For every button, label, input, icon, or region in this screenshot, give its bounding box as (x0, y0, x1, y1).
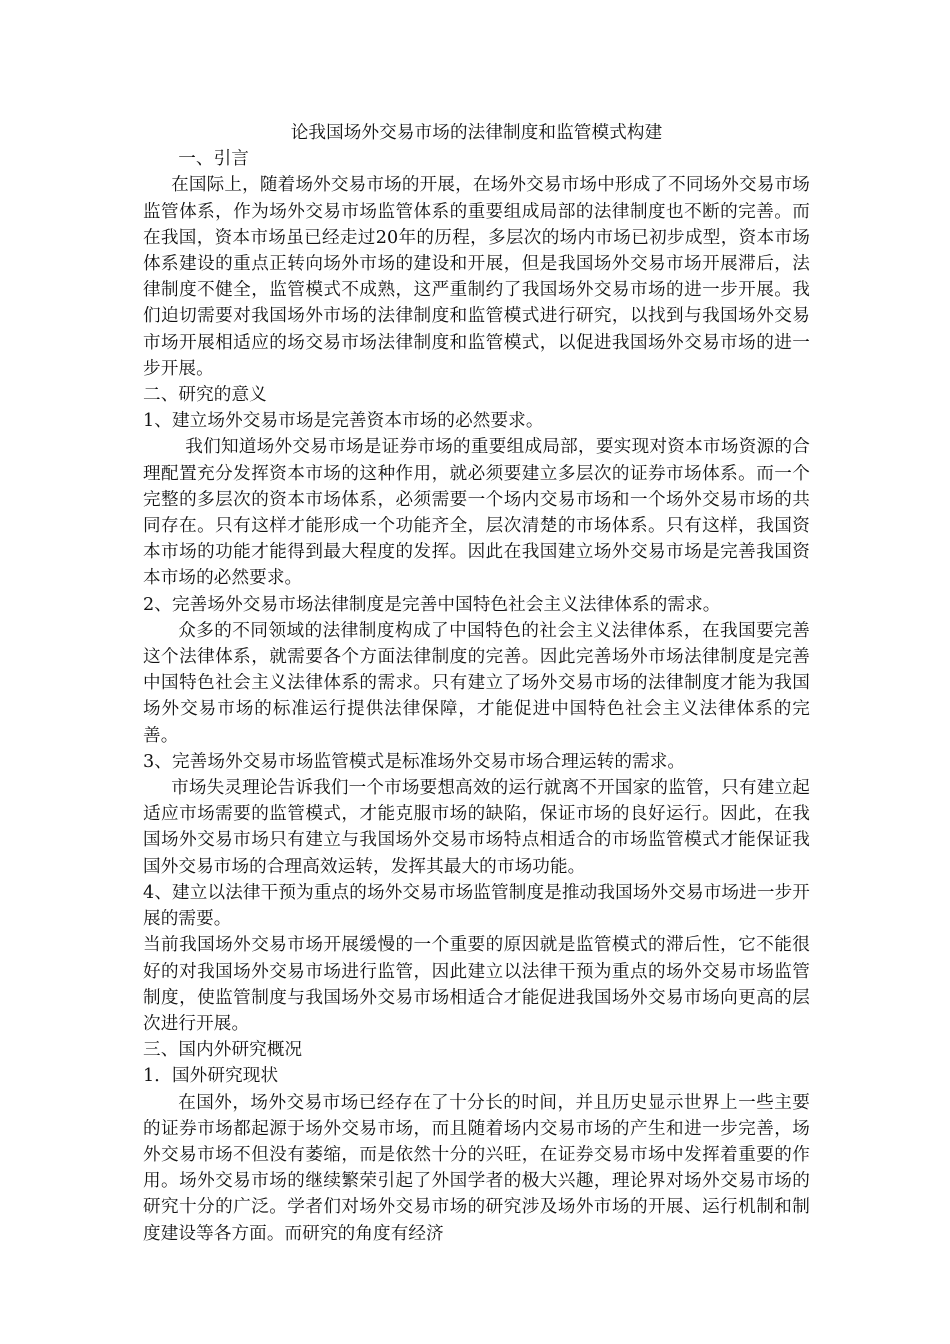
item-paragraph-1: 我们知道场外交易市场是证券市场的重要组成局部，要实现对资本市场资源的合理配置充分发挥资本市场的这种作用，就必须要建立多层次的证券市场体系。而一个完整的多层次的资本市场体系，必须需要一个场内交易市场和一个场外交易市场的共同存在。只有这样才能形成一个功能齐全，层次清楚的市场体系。只有这样，我国资本市场的功能才能得到最大程度的发挥。因此在我国建立场外交易市场是完善我国资本市场的必然要求。 (143, 437, 810, 589)
item-paragraph-3: 市场失灵理论告诉我们一个市场要想高效的运行就离不开国家的监管，只有建立起适应市场需要的监管模式，才能克服市场的缺陷，保证市场的良好运行。因此，在我国场外交易市场只有建立与我国场外交易市场特点相适合的市场监管模式才能保证我国外交易市场的合理高效运转，发挥其最大的市场功能。 (143, 778, 810, 877)
subsection-heading-foreign-research: 1．国外研究现状 (143, 1066, 279, 1087)
item-heading-3: 3、完善场外交易市场监管模式是标准场外交易市场合理运转的需求。 (143, 751, 686, 772)
section-heading-research-overview: 三、国内外研究概况 (143, 1040, 303, 1061)
item-heading-4: 4、建立以法律干预为重点的场外交易市场监管制度是推动我国场外交易市场进一步开展的需要。 (143, 882, 810, 930)
item-paragraph-4: 当前我国场外交易市场开展缓慢的一个重要的原因就是监管模式的滞后性，它不能很好的对我国场外交易市场进行监管，因此建立以法律干预为重点的场外交易市场监管制度，使监管制度与我国场外交易市场相适合才能促进我国场外交易市场向更高的层次进行开展。 (143, 935, 810, 1034)
document-title: 论我国场外交易市场的法律制度和监管模式构建 (290, 123, 663, 143)
section-heading-introduction: 一、引言 (178, 149, 249, 170)
item-heading-2: 2、完善场外交易市场法律制度是完善中国特色社会主义法律体系的需求。 (143, 594, 721, 615)
item-heading-1: 1、建立场外交易市场是完善资本市场的必然要求。 (143, 411, 544, 432)
item-paragraph-2: 众多的不同领域的法律制度构成了中国特色的社会主义法律体系，在我国要完善这个法律体系，就需要各个方面法律制度的完善。因此完善场外市场法律制度是完善中国特色社会主义法律体系的需求。只有建立了场外交易市场的法律制度才能为我国场外交易市场的标准运行提供法律保障，才能促进中国特色社会主义法律体系的完善。 (143, 620, 810, 746)
document-page (143, 120, 810, 1247)
section-heading-significance: 二、研究的意义 (143, 385, 267, 406)
foreign-research-paragraph: 在国外，场外交易市场已经存在了十分长的时间，并且历史显示世界上一些主要的证券市场都起源于场外交易市场，而且随着场内交易市场的产生和进一步完善，场外交易市场不但没有萎缩，而是依然十分的兴旺，在证券交易市场中发挥着重要的作用。场外交易市场的继续繁荣引起了外国学者的极大兴趣，理论界对场外交易市场的研究十分的广泛。学者们对场外交易市场的研究涉及场外市场的开展、运行机制和制度建设等各方面。而研究的角度有经济 (143, 1092, 810, 1244)
introduction-paragraph: 在国际上，随着场外交易市场的开展，在场外交易市场中形成了不同场外交易市场监管体系，作为场外交易市场监管体系的重要组成局部的法律制度也不断的完善。而在我国，资本市场虽已经走过20年的历程，多层次的场内市场已初步成型，资本市场体系建设的重点正转向场外市场的建设和开展，但是我国场外交易市场开展滞后，法律制度不健全，监管模式不成熟，这严重制约了我国场外交易市场的进一步开展。我们迫切需要对我国场外市场的法律制度和监管模式进行研究，以找到与我国场外交易市场开展相适应的场交易市场法律制度和监管模式，以促进我国场外交易市场的进一步开展。 (143, 175, 810, 379)
